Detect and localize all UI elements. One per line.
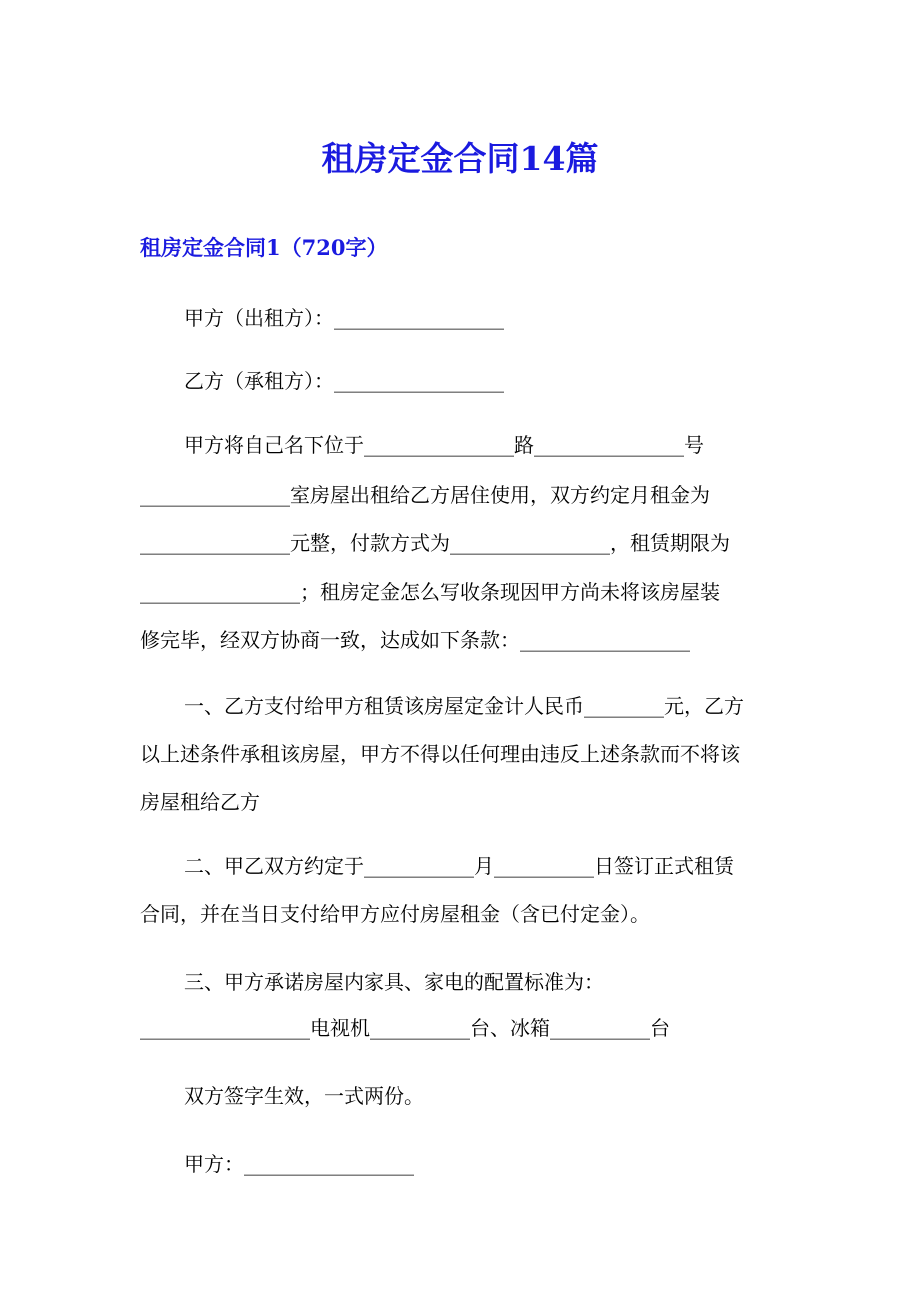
paragraph-line: _______________元整，付款方式为________________，租赁期限为 — [140, 531, 730, 555]
paragraph-line: ________________；租房定金怎么写收条现因甲方尚未将该房屋装 — [140, 580, 720, 604]
clause-line: 二、甲乙双方约定于___________月__________日签订正式租赁 — [184, 854, 734, 878]
clause-line: 房屋租给乙方 — [140, 790, 260, 814]
clause-line: _________________电视机__________台、冰箱__________台 — [140, 1016, 670, 1040]
paragraph-line: 修完毕，经双方协商一致，达成如下条款：_________________ — [140, 628, 690, 652]
party-b-line: 乙方（承租方）：_________________ — [184, 369, 504, 393]
paragraph-line: 甲方将自己名下位于_______________路_______________号 — [184, 433, 704, 457]
paragraph-line: _______________室房屋出租给乙方居住使用，双方约定月租金为 — [140, 483, 710, 507]
effect-line: 双方签字生效，一式两份。 — [184, 1084, 424, 1108]
clause-line: 以上述条件承租该房屋，甲方不得以任何理由违反上述条款而不将该 — [140, 742, 740, 766]
clause-line: 一、乙方支付给甲方租赁该房屋定金计人民币________元，乙方 — [184, 694, 744, 718]
signature-line: 甲方：_________________ — [184, 1152, 414, 1176]
section-heading: 租房定金合同1（720字） — [140, 235, 388, 260]
party-a-line: 甲方（出租方）：_________________ — [184, 306, 504, 330]
clause-line: 合同，并在当日支付给甲方应付房屋租金（含已付定金）。 — [140, 902, 650, 926]
document-title: 租房定金合同14篇 — [321, 139, 599, 178]
clause-line: 三、甲方承诺房屋内家具、家电的配置标准为： — [184, 970, 604, 994]
